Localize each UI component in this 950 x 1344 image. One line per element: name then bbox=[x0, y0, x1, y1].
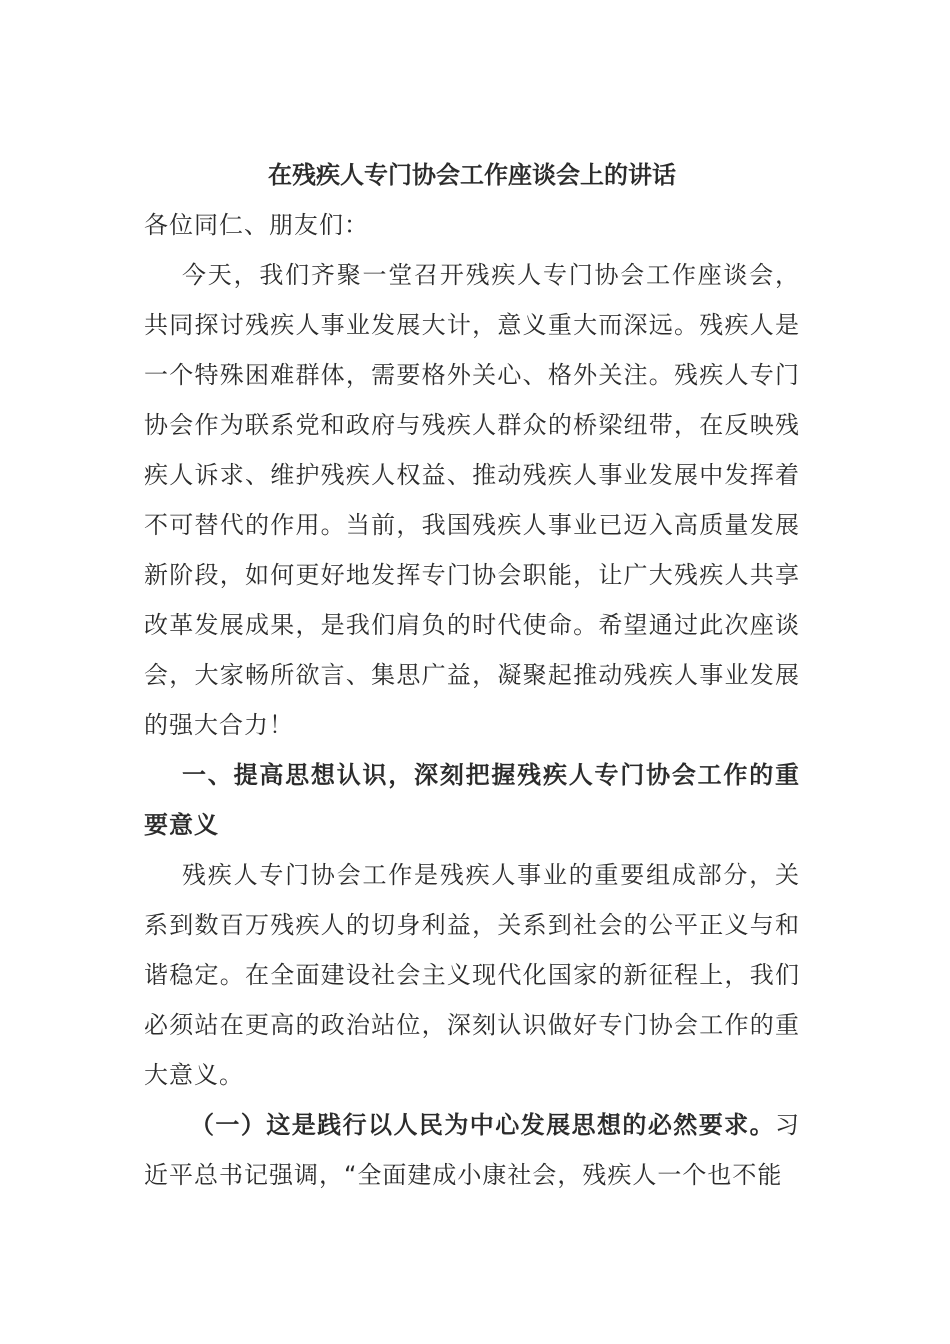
salutation: 各位同仁、朋友们： bbox=[144, 211, 369, 239]
intro-paragraph: 今天，我们齐聚一堂召开残疾人专门协会工作座谈会，共同探讨残疾人事业发展大计，意义重大而深远。残疾人是一个特殊困难群体，需要格外关心、格外关注。残疾人专门协会作为联系党和政府与残疾人群众的桥梁纽带，在反映残疾人诉求、维护残疾人权益、推动残疾人事业发展中发挥着不可替代的作用。当前，我国残疾人事业已迈入高质量发展新阶段，如何更好地发挥专门协会职能，让广大残疾人共享改革发展成果，是我们肩负的时代使命。希望通过此次座谈会，大家畅所欲言、集思广益，凝聚起推动残疾人事业发展的强大合力！ bbox=[144, 261, 800, 739]
subsection-1-paragraph bbox=[144, 1100, 800, 1200]
document-title: 在残疾人专门协会工作座谈会上的讲话 bbox=[268, 161, 676, 189]
section-1-paragraph: 残疾人专门协会工作是残疾人事业的重要组成部分，关系到数百万残疾人的切身利益，关系到社会的公平正义与和谐稳定。在全面建设社会主义现代化国家的新征程上，我们必须站在更高的政治站位，深刻认识做好专门协会工作的重大意义。 bbox=[144, 861, 800, 1089]
subsection-heading-1: （一）这是践行以人民为中心发展思想的必然要求。 bbox=[190, 1111, 775, 1139]
section-heading-1: 一、提高思想认识，深刻把握残疾人专门协会工作的重要意义 bbox=[144, 761, 800, 839]
subsection-1-body: 习近平总书记强调，“全面建成小康社会，残疾人一个也不能 bbox=[144, 1111, 800, 1189]
document-page bbox=[144, 150, 800, 1200]
